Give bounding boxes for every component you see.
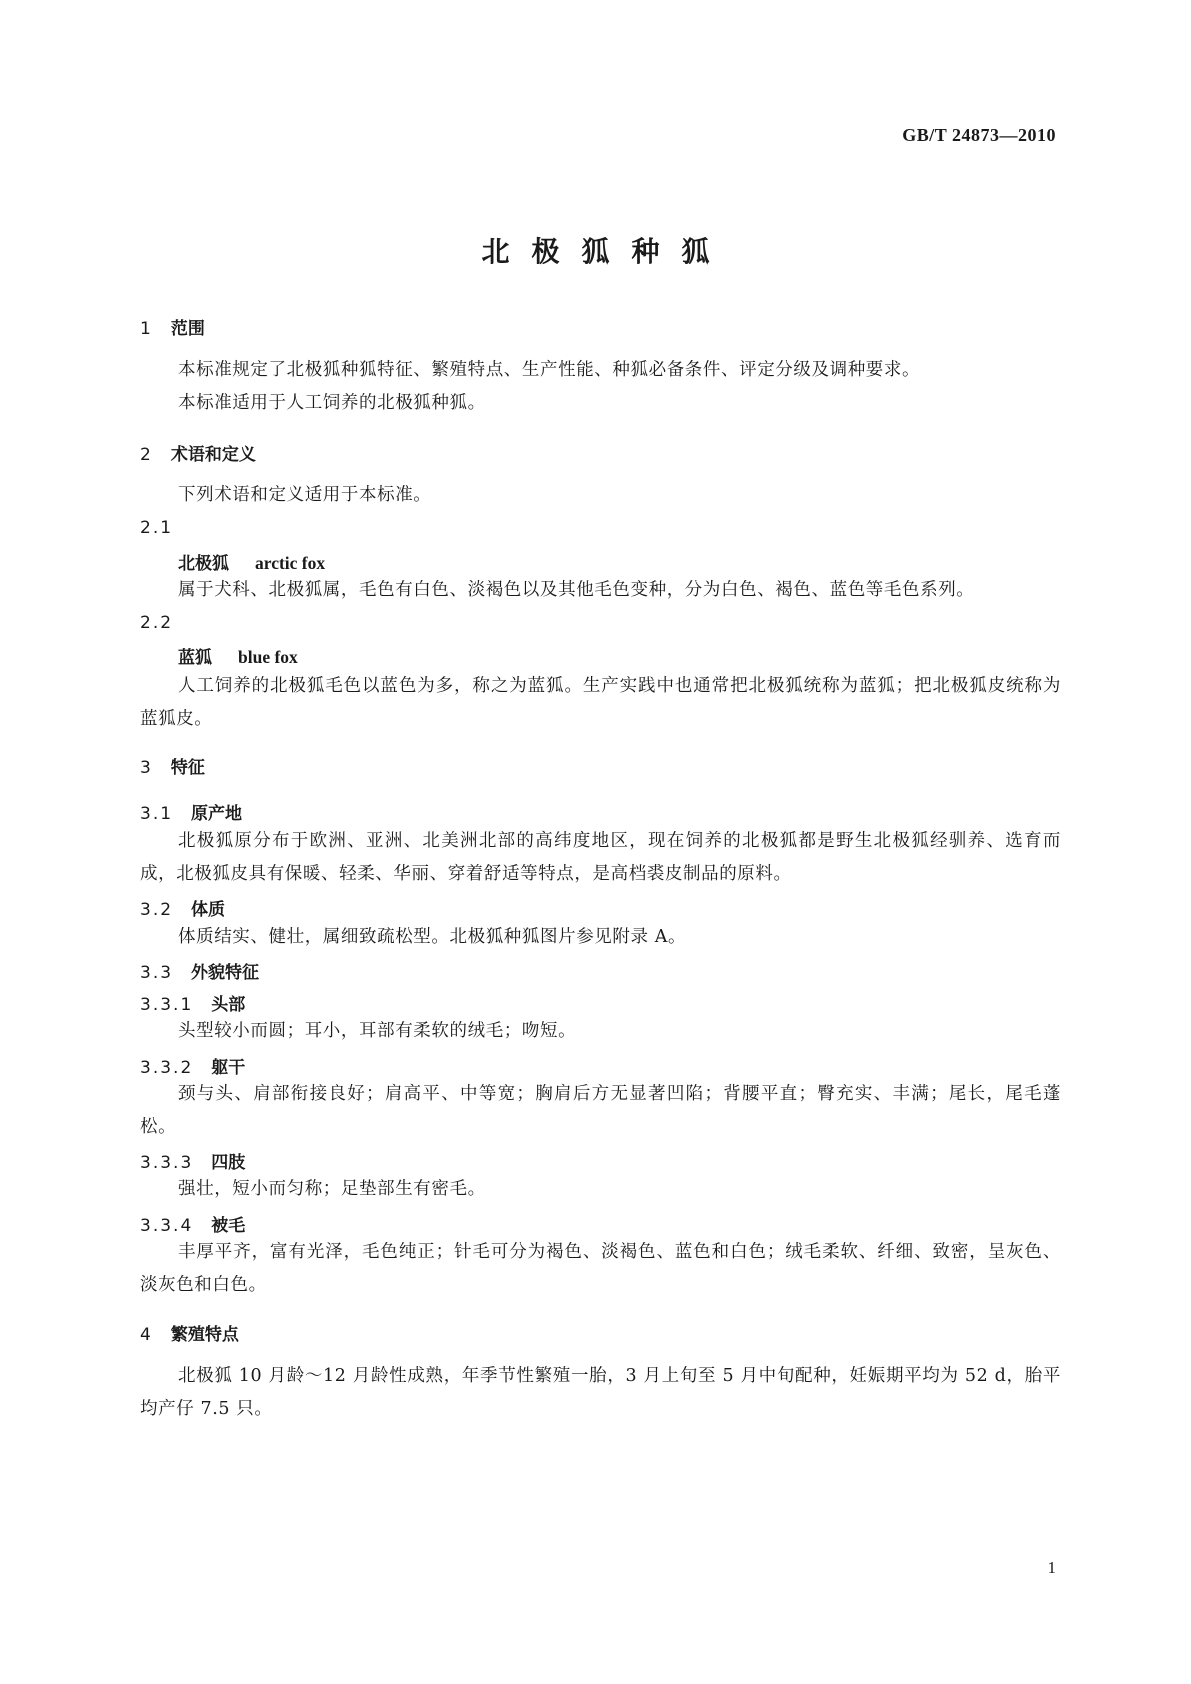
section-2-heading	[140, 440, 256, 465]
section-title: 被毛	[211, 1216, 246, 1236]
section-title: 四肢	[211, 1153, 246, 1173]
term-en: blue fox	[238, 647, 298, 667]
section-title: 繁殖特点	[170, 1325, 239, 1345]
section-number: 3.3.3	[140, 1153, 194, 1173]
section-number: 4	[140, 1325, 153, 1345]
term-2-1-number: 2.1	[140, 518, 174, 538]
section-3-3-1-paragraph: 头型较小而圆；耳小，耳部有柔软的绒毛；吻短。	[178, 1021, 577, 1041]
section-number: 2	[140, 445, 153, 465]
section-number: 1	[140, 319, 153, 339]
standard-code: GB/T 24873—2010	[902, 125, 1056, 145]
document-title: 北极狐种狐	[481, 235, 732, 268]
section-number: 3.1	[140, 804, 174, 824]
section-3-3-3-heading	[140, 1148, 245, 1173]
section-title: 外貌特征	[191, 963, 260, 983]
section-title: 特征	[170, 758, 205, 778]
section-3-3-4-heading	[140, 1211, 245, 1236]
section-number: 3.3.1	[140, 995, 194, 1015]
section-title: 体质	[191, 900, 226, 920]
section-4-heading	[140, 1320, 239, 1345]
term-2-1-definition: 属于犬科、北极狐属，毛色有白色、淡褐色以及其他毛色变种，分为白色、褐色、蓝色等毛色系列。	[178, 580, 975, 600]
section-title: 原产地	[191, 804, 243, 824]
section-3-1-paragraph: 北极狐原分布于欧洲、亚洲、北美洲北部的高纬度地区，现在饲养的北极狐都是野生北极狐经驯养、选育而成，北极狐皮具有保暖、轻柔、华丽、穿着舒适等特点，是高档裘皮制品的原料。	[140, 831, 1061, 884]
section-3-3-heading	[140, 958, 259, 983]
term-zh: 北极狐	[178, 554, 229, 574]
section-number: 3.3.2	[140, 1058, 194, 1078]
section-3-1-heading	[140, 799, 242, 824]
section-2-paragraph: 下列术语和定义适用于本标准。	[178, 485, 432, 505]
section-3-3-2-paragraph: 颈与头、肩部衔接良好；肩高平、中等宽；胸肩后方无显著凹陷；背腰平直；臀充实、丰满；尾长，尾毛蓬松。	[140, 1084, 1061, 1137]
section-number: 3.3.4	[140, 1216, 194, 1236]
section-3-heading	[140, 753, 205, 778]
term-en: arctic fox	[255, 553, 326, 573]
term-2-2-number: 2.2	[140, 613, 174, 633]
page-number: 1	[1047, 1558, 1056, 1577]
section-1-heading	[140, 314, 205, 339]
section-number: 3	[140, 758, 153, 778]
section-3-3-1-heading	[140, 990, 245, 1015]
section-3-3-3-paragraph: 强壮，短小而匀称；足垫部生有密毛。	[178, 1179, 486, 1199]
section-3-3-2-heading	[140, 1053, 245, 1078]
section-4-paragraph: 北极狐 10 月龄～12 月龄性成熟，年季节性繁殖一胎，3 月上旬至 5 月中旬配种，妊娠期平均为 52 d，胎平均产仔 7.5 只。	[140, 1366, 1061, 1419]
section-title: 术语和定义	[170, 445, 256, 465]
term-zh: 蓝狐	[178, 648, 212, 668]
section-3-2-heading	[140, 895, 225, 920]
section-number: 3.2	[140, 900, 174, 920]
term-2-2-definition: 人工饲养的北极狐毛色以蓝色为多，称之为蓝狐。生产实践中也通常把北极狐统称为蓝狐；把北极狐皮统称为蓝狐皮。	[140, 676, 1061, 729]
section-number: 3.3	[140, 963, 174, 983]
section-title: 头部	[211, 995, 246, 1015]
section-title: 范围	[170, 319, 205, 339]
section-1-paragraph-1: 本标准规定了北极狐种狐特征、繁殖特点、生产性能、种狐必备条件、评定分级及调种要求。	[178, 360, 921, 380]
section-1-paragraph-2: 本标准适用于人工饲养的北极狐种狐。	[178, 393, 486, 413]
term-2-2	[178, 643, 298, 668]
term-2-1	[178, 549, 325, 574]
section-3-2-paragraph: 体质结实、健壮，属细致疏松型。北极狐种狐图片参见附录 A。	[178, 927, 687, 947]
section-title: 躯干	[211, 1058, 246, 1078]
section-3-3-4-paragraph: 丰厚平齐，富有光泽，毛色纯正；针毛可分为褐色、淡褐色、蓝色和白色；绒毛柔软、纤细、致密，呈灰色、淡灰色和白色。	[140, 1242, 1061, 1295]
